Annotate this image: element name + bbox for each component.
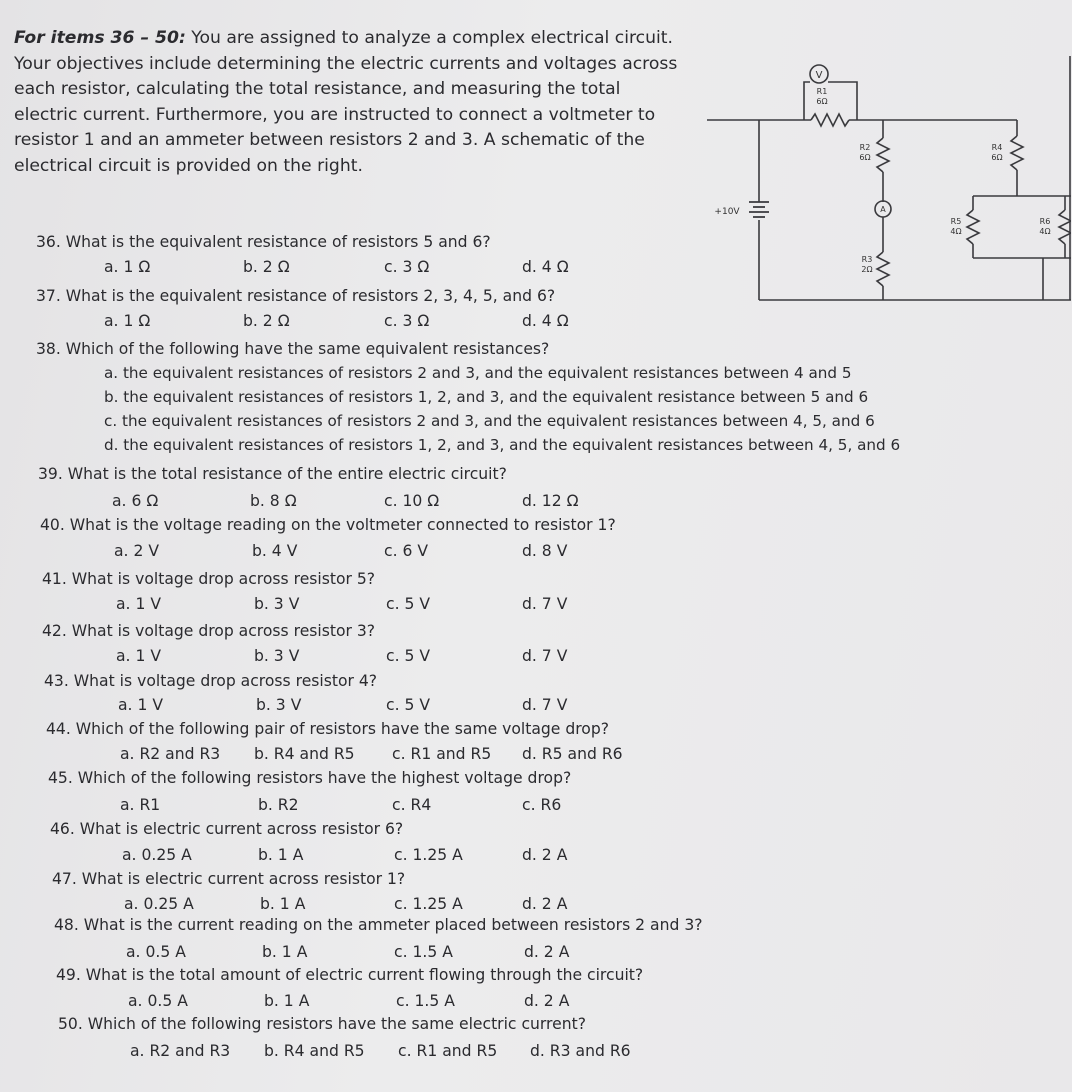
option-d[interactable]: d. 7 V — [522, 595, 568, 613]
option-d[interactable]: d. 2 A — [522, 846, 568, 864]
option-d[interactable]: d. R3 and R6 — [530, 1042, 631, 1060]
r1-resistor — [811, 114, 849, 126]
question-45: 45. Which of the following resistors have the highest voltage drop? — [48, 769, 572, 787]
option-b[interactable]: b. 1 A — [260, 895, 306, 913]
option-c[interactable]: c. R4 — [392, 796, 432, 814]
question-43: 43. What is voltage drop across resistor 4? — [44, 672, 378, 690]
intro-label: For items 36 – 50: — [14, 28, 186, 48]
intro-line: each resistor, calculating the total resistance, and measuring the total — [14, 79, 621, 100]
option-a[interactable]: a. 2 V — [114, 542, 160, 560]
question-42: 42. What is voltage drop across resistor 3? — [42, 622, 376, 640]
option-a[interactable]: a. 0.5 A — [128, 992, 188, 1010]
intro-paragraph — [14, 26, 704, 180]
option-b[interactable]: b. 2 Ω — [243, 258, 290, 276]
option-b[interactable]: b. 3 V — [254, 647, 300, 665]
option-a[interactable]: a. 1 Ω — [104, 258, 151, 276]
option-c[interactable]: c. 1.5 A — [396, 992, 455, 1010]
option-a[interactable]: a. 1 V — [116, 595, 162, 613]
option-b[interactable]: b. 3 V — [254, 595, 300, 613]
option-d[interactable]: d. R5 and R6 — [522, 745, 623, 763]
option-d[interactable]: d. the equivalent resistances of resistors 1, 2, and 3, and the equivalent resistances between 4, 5, and 6 — [104, 436, 901, 454]
intro-line: electrical circuit is provided on the right. — [14, 155, 363, 176]
option-d[interactable]: d. 7 V — [522, 696, 568, 714]
question-50: 50. Which of the following resistors have the same electric current? — [58, 1015, 586, 1033]
option-b[interactable]: b. 1 A — [258, 846, 304, 864]
voltmeter-label: V — [815, 70, 823, 81]
option-a[interactable]: a. R2 and R3 — [120, 745, 221, 763]
r1-name: R1 — [816, 87, 828, 96]
option-d[interactable]: d. 2 A — [524, 992, 570, 1010]
option-c[interactable]: c. 3 Ω — [384, 258, 430, 276]
battery-label: +10V — [714, 207, 740, 217]
question-39: 39. What is the total resistance of the entire electric circuit? — [38, 465, 507, 483]
r3-resistor — [877, 252, 889, 286]
question-41: 41. What is voltage drop across resistor 5? — [42, 570, 376, 588]
option-c[interactable]: c. R1 and R5 — [398, 1042, 498, 1060]
option-a[interactable]: a. R2 and R3 — [130, 1042, 231, 1060]
r5-value: 4Ω — [950, 227, 962, 236]
question-40: 40. What is the voltage reading on the voltmeter connected to resistor 1? — [40, 516, 616, 534]
option-c[interactable]: c. 1.5 A — [394, 943, 453, 961]
question-46: 46. What is electric current across resistor 6? — [50, 820, 404, 838]
option-b[interactable]: b. R2 — [258, 796, 299, 814]
option-b[interactable]: b. R4 and R5 — [264, 1042, 365, 1060]
option-d[interactable]: c. R6 — [522, 796, 562, 814]
option-d[interactable]: d. 2 A — [522, 895, 568, 913]
option-c[interactable]: c. 6 V — [384, 542, 429, 560]
option-a[interactable]: a. 1 Ω — [104, 312, 151, 330]
option-a[interactable]: a. R1 — [120, 796, 161, 814]
option-d[interactable]: d. 8 V — [522, 542, 568, 560]
option-c[interactable]: c. 5 V — [386, 647, 431, 665]
option-d[interactable]: d. 2 A — [524, 943, 570, 961]
option-b[interactable]: b. R4 and R5 — [254, 745, 355, 763]
r3-value: 2Ω — [861, 265, 873, 274]
option-d[interactable]: d. 7 V — [522, 647, 568, 665]
option-b[interactable]: b. 4 V — [252, 542, 298, 560]
option-c[interactable]: c. the equivalent resistances of resistors 2 and 3, and the equivalent resistances between 4, 5, and 6 — [104, 412, 875, 430]
option-a[interactable]: a. the equivalent resistances of resistors 2 and 3, and the equivalent resistances between 4 and 5 — [104, 364, 852, 382]
option-c[interactable]: c. 1.25 A — [394, 846, 463, 864]
option-b[interactable]: b. the equivalent resistances of resistors 1, 2, and 3, and the equivalent resistance between 5 and 6 — [104, 388, 869, 406]
option-a[interactable]: a. 0.5 A — [126, 943, 186, 961]
r5-name: R5 — [950, 217, 962, 226]
r4-value: 6Ω — [991, 153, 1003, 162]
option-a[interactable]: a. 0.25 A — [124, 895, 194, 913]
option-a[interactable]: a. 6 Ω — [112, 492, 159, 510]
r2-resistor — [877, 138, 889, 172]
option-c[interactable]: c. 1.25 A — [394, 895, 463, 913]
option-a[interactable]: a. 1 V — [116, 647, 162, 665]
intro-line: You are assigned to analyze a complex electrical circuit. — [185, 28, 674, 48]
question-37: 37. What is the equivalent resistance of resistors 2, 3, 4, 5, and 6? — [36, 287, 556, 305]
r2-value: 6Ω — [859, 153, 871, 162]
r1-value: 6Ω — [816, 97, 828, 106]
intro-line: Your objectives include determining the electric currents and voltages across — [14, 53, 678, 74]
question-47: 47. What is electric current across resistor 1? — [52, 870, 406, 888]
option-b[interactable]: b. 1 A — [262, 943, 308, 961]
r3-name: R3 — [861, 255, 873, 264]
question-49: 49. What is the total amount of electric current flowing through the circuit? — [56, 966, 644, 984]
option-c[interactable]: c. 5 V — [386, 696, 431, 714]
r5-resistor — [967, 210, 979, 244]
intro-line: resistor 1 and an ammeter between resistors 2 and 3. A schematic of the — [14, 130, 645, 151]
question-44: 44. Which of the following pair of resistors have the same voltage drop? — [46, 720, 610, 738]
option-a[interactable]: a. 0.25 A — [122, 846, 192, 864]
option-b[interactable]: b. 8 Ω — [250, 492, 297, 510]
option-a[interactable]: a. 1 V — [118, 696, 164, 714]
question-38: 38. Which of the following have the same equivalent resistances? — [36, 340, 550, 358]
option-d[interactable]: d. 12 Ω — [522, 492, 579, 510]
option-d[interactable]: d. 4 Ω — [522, 258, 569, 276]
question-48: 48. What is the current reading on the ammeter placed between resistors 2 and 3? — [54, 916, 703, 934]
question-36: 36. What is the equivalent resistance of resistors 5 and 6? — [36, 233, 491, 251]
r6-name: R6 — [1039, 217, 1051, 226]
intro-line: electric current. Furthermore, you are instructed to connect a voltmeter to — [14, 104, 656, 125]
ammeter-label: A — [880, 205, 886, 214]
option-c[interactable]: c. 3 Ω — [384, 312, 430, 330]
r4-name: R4 — [991, 143, 1003, 152]
r6-resistor — [1059, 210, 1071, 244]
option-b[interactable]: b. 3 V — [256, 696, 302, 714]
r2-name: R2 — [859, 143, 871, 152]
circuit-schematic — [707, 56, 1071, 302]
r6-value: 4Ω — [1039, 227, 1051, 236]
option-d[interactable]: d. 4 Ω — [522, 312, 569, 330]
r4-resistor — [1011, 136, 1023, 170]
option-c[interactable]: c. 5 V — [386, 595, 431, 613]
option-b[interactable]: b. 1 A — [264, 992, 310, 1010]
option-c[interactable]: c. R1 and R5 — [392, 745, 492, 763]
option-b[interactable]: b. 2 Ω — [243, 312, 290, 330]
option-c[interactable]: c. 10 Ω — [384, 492, 440, 510]
